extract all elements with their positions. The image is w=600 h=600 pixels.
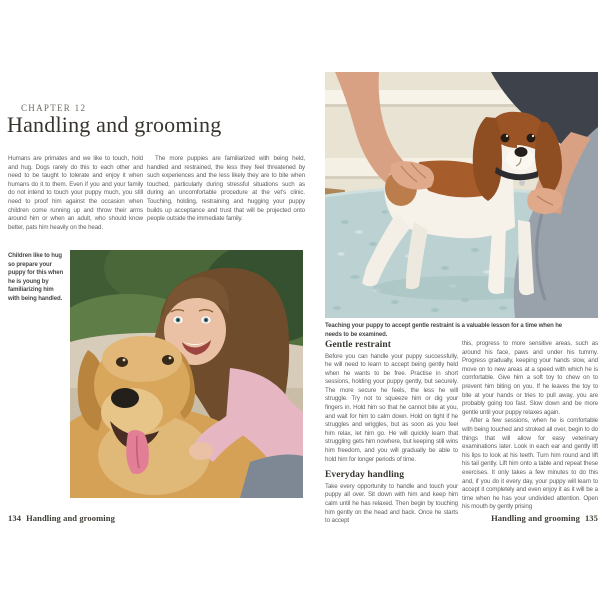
folio-right bbox=[491, 513, 598, 523]
heading-gentle-restraint: Gentle restraint bbox=[325, 340, 392, 350]
intro-paragraph-2: The more puppies are familiarized with being held, handled and restrained, the less they feel threatened by such experiences and the less likely they are to bite when touched, particularly during stressful situations such as during an uncomfortable procedure at the vet's clinic. Touching, holding, restraining and hugging your puppy builds up acceptance and trust that will be projected onto people outside the immediate family. bbox=[147, 155, 305, 223]
continuation-paragraph-1: this, progress to more sensitive areas, such as around his face, paws and under his tummy. Progress gradually, keeping your hands slow, and move on to new areas at a speed with which he is comfortable. Give him a soft toy to chew on to prevent him biting on you. If he leaves the toy to bite at your hands or tries to pull away, you are probably going too fast. Slow down and be more gentle until your puppy relaxes again. bbox=[462, 340, 598, 416]
folio-left bbox=[8, 513, 115, 523]
chapter-title: Handling and grooming bbox=[7, 112, 222, 137]
photo-girl-hugging-retriever bbox=[70, 250, 303, 498]
heading-everyday-handling: Everyday handling bbox=[325, 470, 405, 481]
photo-puppy-gentle-restraint bbox=[325, 72, 598, 318]
right-column-2 bbox=[462, 340, 598, 512]
intro-paragraph-1: Humans are primates and we like to touch, hold and hug. Dogs rarely do this to each other and need to be taught to tolerate and enjoy it when humans do it to them. Even if you and your family do not intend to touch your puppy much, you still need to proof him against the occasion when children come running up and throw their arms around him or when an adult, who should know better, pats him heavily on the head. bbox=[8, 155, 143, 231]
folio-right-title: Handling and grooming bbox=[491, 513, 580, 523]
right-column-1 bbox=[325, 340, 458, 526]
everyday-handling-paragraph: Take every opportunity to handle and touch your puppy all over. Sit down with him and keep him calm until he has relaxed. Then begin by touching him gently on the head and back. Once he starts to accept bbox=[325, 482, 458, 525]
chapter-label: CHAPTER 12 bbox=[21, 103, 87, 113]
right-photo-caption: Teaching your puppy to accept gentle restraint is a valuable lesson for a time when he needs to be examined. bbox=[325, 323, 563, 338]
folio-left-title: Handling and grooming bbox=[26, 513, 115, 523]
page-number-left: 134 bbox=[8, 513, 22, 523]
puppy-restraint-illustration bbox=[325, 72, 598, 318]
continuation-paragraph-2: After a few sessions, when he is comfortable with being touched and stroked all over, begin to do things that will allow for easy veterinary examinations later. Look in each ear and gently lift his lips to look at his teeth. Turn him round and lift his tail gently. Lift him onto a table and repeat these exercises. It only takes a few minutes to do this and, if you do it every day, your puppy will learn to accept it completely and even enjoy it as it will be a time when he has your undivided attention. Open his mouth by gently prising bbox=[462, 417, 598, 511]
page-number-right: 135 bbox=[584, 513, 598, 523]
gentle-restraint-paragraph: Before you can handle your puppy successfully, he will need to learn to accept being gently held when he wants to be free. Practise in short sessions, holding your puppy gently, but securely. The more secure he feels, the less he will struggle. Try not to squeeze him or dig your fingers in. Hold him so that he cannot bite at you, and wait for him to calm down. Hold on tight if he struggles and wriggles, but as soon as you feel him relax, let him go. He will quickly learn that struggling gets him nowhere, but keeping still wins him freedom, and you will gradually be able to hold him for longer periods of time. bbox=[325, 352, 458, 463]
girl-and-dog-illustration bbox=[70, 250, 303, 498]
left-photo-margin-caption: Children like to hug so prepare your puppy for this when he is young by familiarizing him with being handled. bbox=[8, 253, 64, 302]
